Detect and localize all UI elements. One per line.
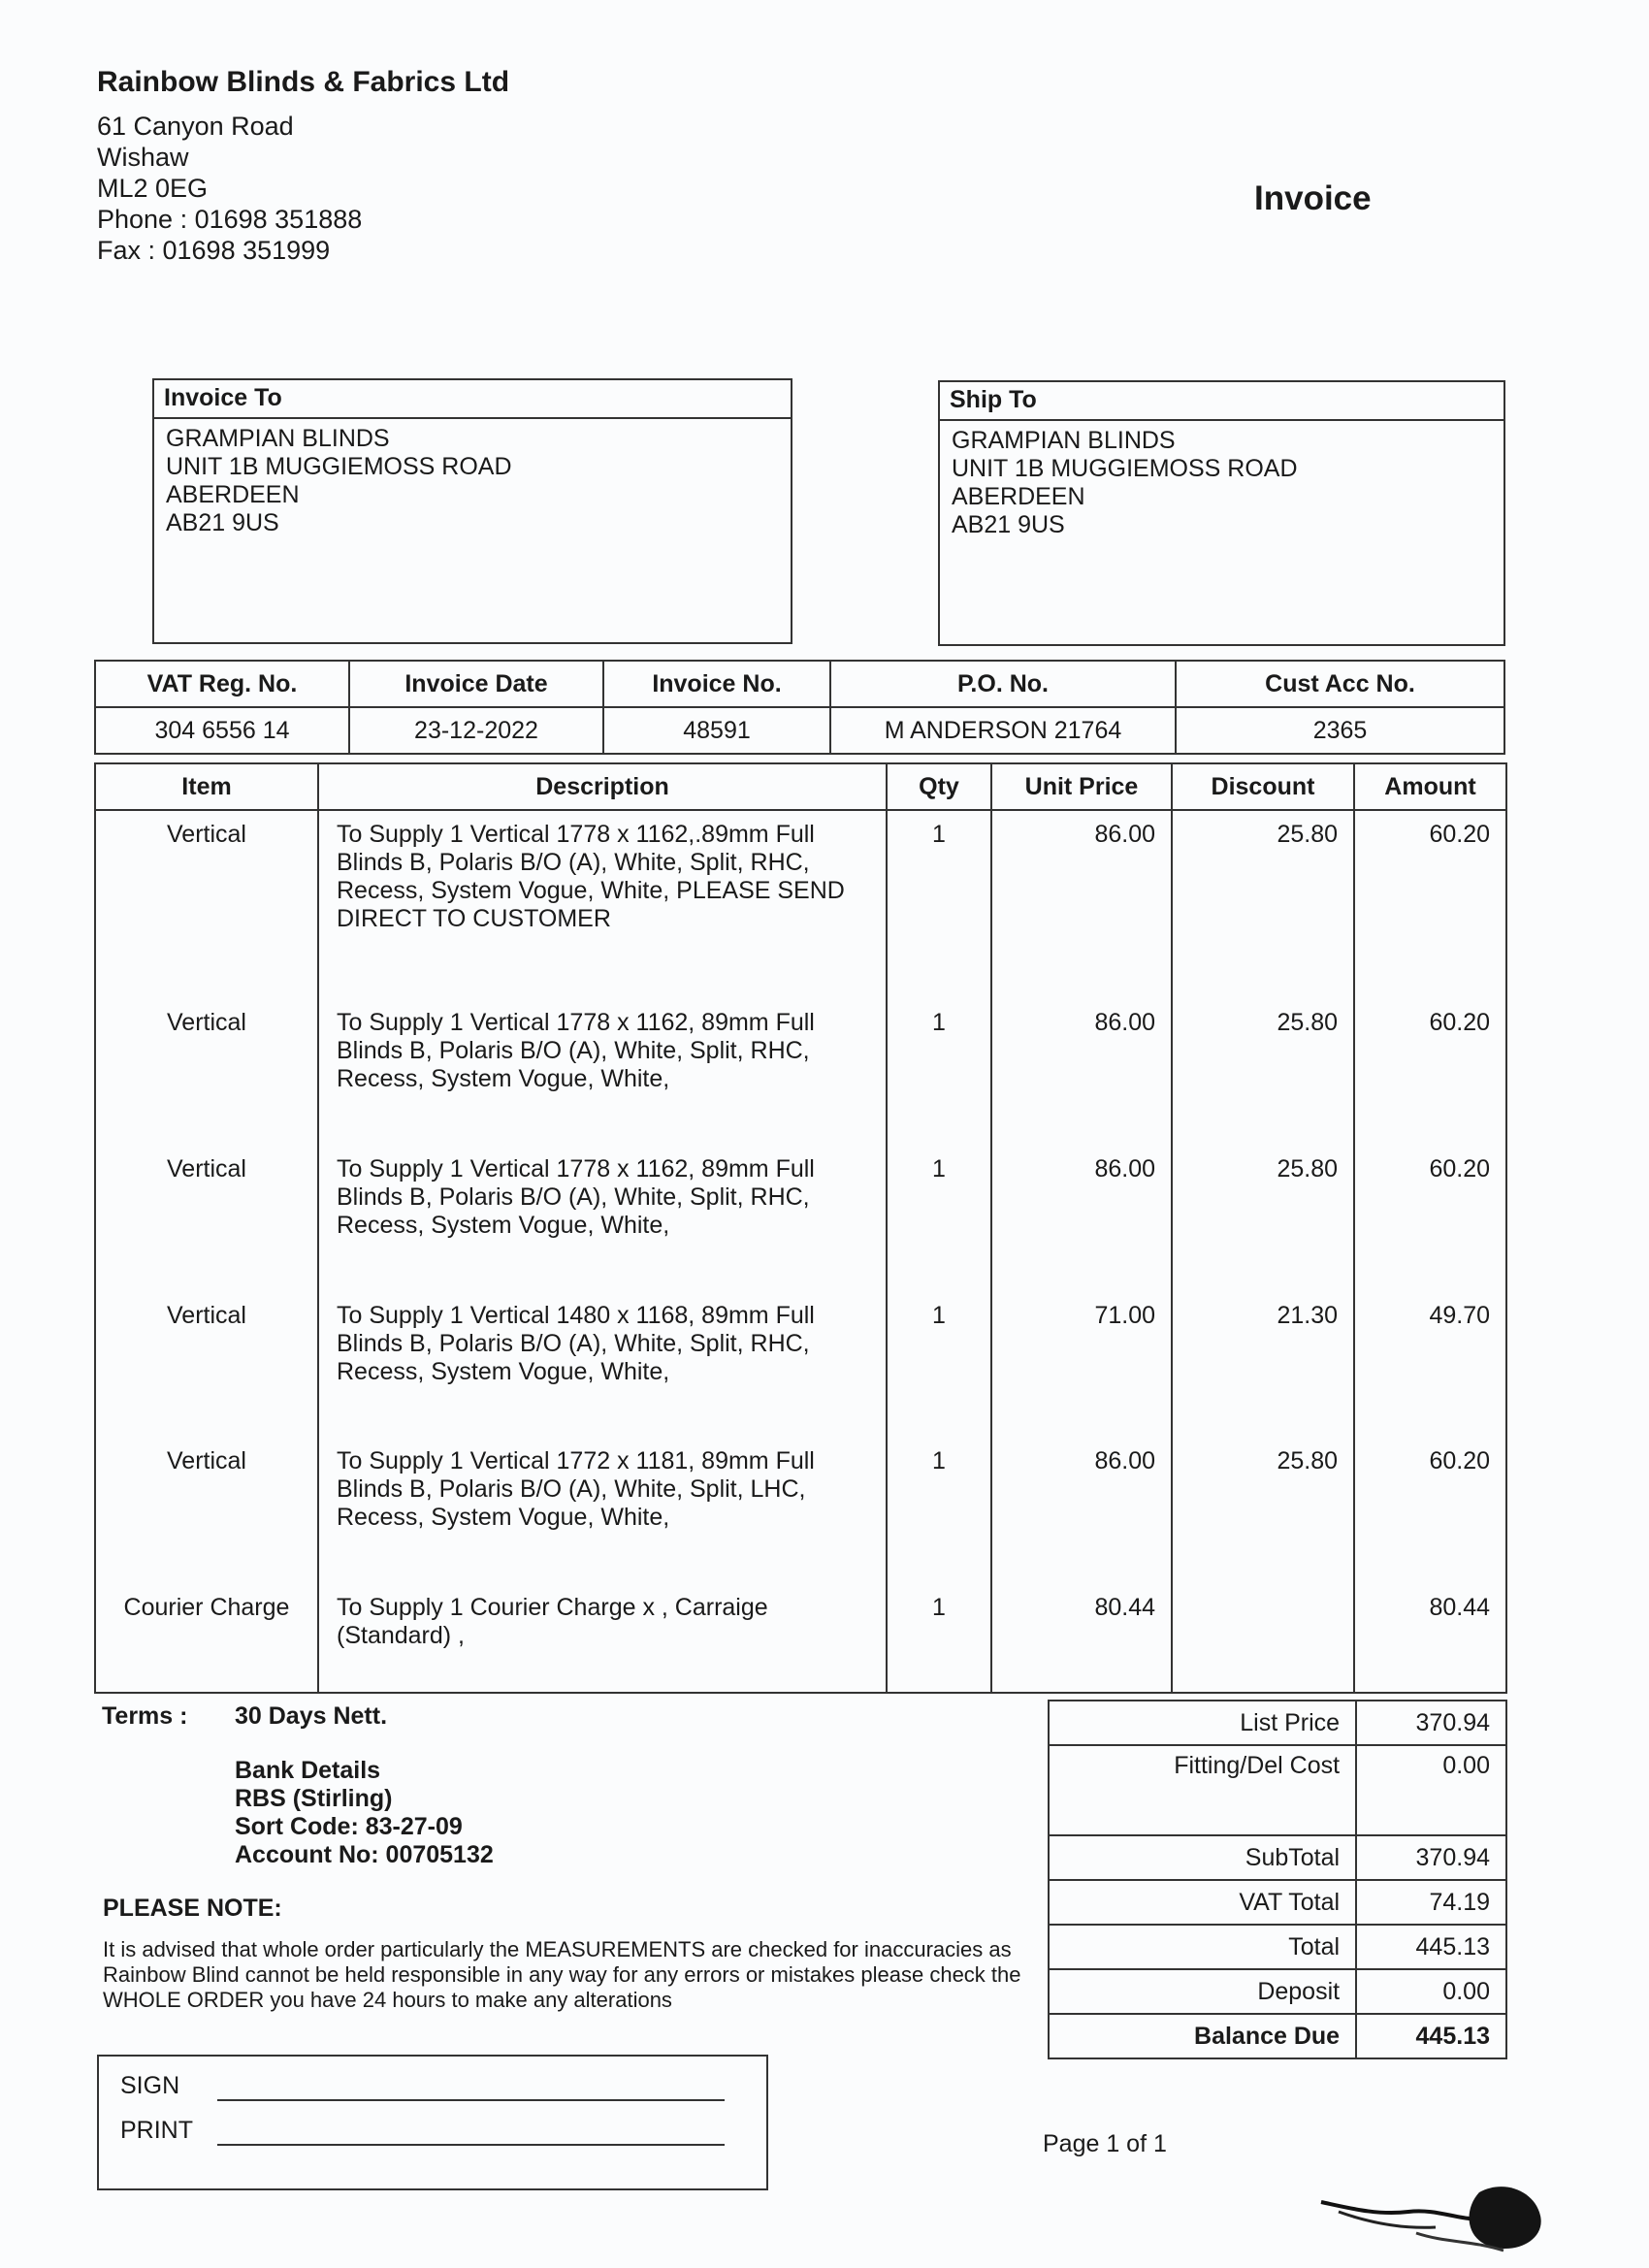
signature-box <box>97 2055 768 2190</box>
sign-line[interactable] <box>217 2099 725 2101</box>
totals-row <box>1049 1880 1506 1925</box>
items-header-item: Item <box>95 763 318 810</box>
table-row <box>95 1292 1506 1439</box>
table-row <box>95 1438 1506 1584</box>
item-qty: 1 <box>887 1584 991 1688</box>
table-filler-row <box>95 1689 1506 1693</box>
sign-label: SIGN <box>120 2072 180 2099</box>
item-unit-price: 71.00 <box>991 1292 1172 1439</box>
totals-table <box>1048 1700 1507 2059</box>
bank-name: RBS (Stirling) <box>235 1785 393 1812</box>
fitting-cost-label: Fitting/Del Cost <box>1049 1745 1356 1835</box>
totals-row <box>1049 1925 1506 1969</box>
vat-total-value: 74.19 <box>1356 1880 1506 1925</box>
po-no: M ANDERSON 21764 <box>830 707 1176 754</box>
invoice-to-line: GRAMPIAN BLINDS <box>166 425 390 452</box>
reference-value-row <box>95 707 1504 754</box>
item-qty: 1 <box>887 1292 991 1439</box>
company-address-line: ML2 0EG <box>97 174 209 203</box>
item-name: Vertical <box>95 999 318 1146</box>
item-amount: 49.70 <box>1354 1292 1506 1439</box>
item-amount: 80.44 <box>1354 1584 1506 1688</box>
items-header-description: Description <box>318 763 887 810</box>
item-name: Courier Charge <box>95 1584 318 1688</box>
page-indicator: Page 1 of 1 <box>1043 2130 1167 2157</box>
item-amount: 60.20 <box>1354 1438 1506 1584</box>
table-row <box>95 1584 1506 1688</box>
item-discount: 21.30 <box>1172 1292 1354 1439</box>
ship-to-box <box>938 380 1505 646</box>
total-value: 445.13 <box>1356 1925 1506 1969</box>
sort-code: Sort Code: 83-27-09 <box>235 1813 463 1840</box>
table-row <box>95 1146 1506 1292</box>
item-unit-price: 86.00 <box>991 1146 1172 1292</box>
ship-to-heading: Ship To <box>940 382 1504 421</box>
company-address-line: Wishaw <box>97 143 189 172</box>
items-header-row <box>95 763 1506 810</box>
item-description: To Supply 1 Courier Charge x , Carraige (Standard) , <box>318 1584 887 1688</box>
document-title: Invoice <box>1254 179 1372 217</box>
totals-row <box>1049 1701 1506 1745</box>
item-description: To Supply 1 Vertical 1778 x 1162,.89mm Full Blinds B, Polaris B/O (A), White, Split, RHC, Recess, System Vogue, White, PLEASE SEND DIRECT TO CUSTOMER <box>318 810 887 999</box>
ship-to-line: UNIT 1B MUGGIEMOSS ROAD <box>952 455 1298 482</box>
ref-header-cust-acc: Cust Acc No. <box>1176 661 1504 707</box>
vat-reg-no: 304 6556 14 <box>95 707 349 754</box>
print-label: PRINT <box>120 2117 193 2144</box>
vat-total-label: VAT Total <box>1049 1880 1356 1925</box>
totals-row <box>1049 1745 1506 1835</box>
item-name: Vertical <box>95 1146 318 1292</box>
item-discount: 25.80 <box>1172 1438 1354 1584</box>
ship-to-line: GRAMPIAN BLINDS <box>952 427 1176 454</box>
invoice-date: 23-12-2022 <box>349 707 603 754</box>
company-address-line: 61 Canyon Road <box>97 112 294 141</box>
print-line[interactable] <box>217 2144 725 2146</box>
totals-row <box>1049 1969 1506 2014</box>
item-discount <box>1172 1584 1354 1688</box>
item-qty: 1 <box>887 1146 991 1292</box>
items-header-qty: Qty <box>887 763 991 810</box>
table-row <box>95 810 1506 999</box>
item-name: Vertical <box>95 810 318 999</box>
items-header-unit-price: Unit Price <box>991 763 1172 810</box>
bank-details-heading: Bank Details <box>235 1757 381 1784</box>
item-qty: 1 <box>887 999 991 1146</box>
ship-to-line: ABERDEEN <box>952 483 1085 510</box>
invoice-to-line: AB21 9US <box>166 509 279 536</box>
company-name: Rainbow Blinds & Fabrics Ltd <box>97 66 510 98</box>
reference-table <box>94 660 1505 755</box>
item-qty: 1 <box>887 1438 991 1584</box>
items-header-discount: Discount <box>1172 763 1354 810</box>
fitting-cost-value: 0.00 <box>1356 1745 1506 1835</box>
ship-to-line: AB21 9US <box>952 511 1065 538</box>
account-no: Account No: 00705132 <box>235 1841 494 1868</box>
terms-value: 30 Days Nett. <box>235 1702 388 1730</box>
item-discount: 25.80 <box>1172 999 1354 1146</box>
company-fax: Fax : 01698 351999 <box>97 236 331 265</box>
balance-due-value: 445.13 <box>1356 2014 1506 2058</box>
cust-acc-no: 2365 <box>1176 707 1504 754</box>
item-description: To Supply 1 Vertical 1778 x 1162, 89mm Full Blinds B, Polaris B/O (A), White, Split, RHC, Recess, System Vogue, White, <box>318 1146 887 1292</box>
ref-header-vat: VAT Reg. No. <box>95 661 349 707</box>
item-description: To Supply 1 Vertical 1480 x 1168, 89mm Full Blinds B, Polaris B/O (A), White, Split, RHC, Recess, System Vogue, White, <box>318 1292 887 1439</box>
reference-header-row <box>95 661 1504 707</box>
ref-header-date: Invoice Date <box>349 661 603 707</box>
item-unit-price: 80.44 <box>991 1584 1172 1688</box>
ref-header-invoice-no: Invoice No. <box>603 661 830 707</box>
subtotal-label: SubTotal <box>1049 1835 1356 1880</box>
item-unit-price: 86.00 <box>991 999 1172 1146</box>
totals-row <box>1049 2014 1506 2058</box>
item-description: To Supply 1 Vertical 1778 x 1162, 89mm Full Blinds B, Polaris B/O (A), White, Split, RHC, Recess, System Vogue, White, <box>318 999 887 1146</box>
ink-mark <box>1319 2173 1552 2260</box>
item-name: Vertical <box>95 1292 318 1439</box>
note-heading: PLEASE NOTE: <box>103 1895 282 1922</box>
invoice-to-heading: Invoice To <box>154 380 791 419</box>
items-header-amount: Amount <box>1354 763 1506 810</box>
total-label: Total <box>1049 1925 1356 1969</box>
invoice-to-line: ABERDEEN <box>166 481 300 508</box>
invoice-to-line: UNIT 1B MUGGIEMOSS ROAD <box>166 453 512 480</box>
deposit-value: 0.00 <box>1356 1969 1506 2014</box>
ref-header-po: P.O. No. <box>830 661 1176 707</box>
list-price-label: List Price <box>1049 1701 1356 1745</box>
balance-due-label: Balance Due <box>1049 2014 1356 2058</box>
note-text: It is advised that whole order particularly the MEASUREMENTS are checked for inaccuracies as Rainbow Blind cannot be held responsible in any way for any errors or mistakes please check the WHOLE ORDER you have 24 hours to make any alterations <box>103 1937 1021 2012</box>
company-phone: Phone : 01698 351888 <box>97 205 363 234</box>
item-name: Vertical <box>95 1438 318 1584</box>
list-price-value: 370.94 <box>1356 1701 1506 1745</box>
item-amount: 60.20 <box>1354 810 1506 999</box>
items-table <box>94 762 1507 1694</box>
item-unit-price: 86.00 <box>991 810 1172 999</box>
table-row <box>95 999 1506 1146</box>
item-qty: 1 <box>887 810 991 999</box>
item-description: To Supply 1 Vertical 1772 x 1181, 89mm Full Blinds B, Polaris B/O (A), White, Split, LHC, Recess, System Vogue, White, <box>318 1438 887 1584</box>
item-amount: 60.20 <box>1354 1146 1506 1292</box>
item-discount: 25.80 <box>1172 810 1354 999</box>
deposit-label: Deposit <box>1049 1969 1356 2014</box>
invoice-no: 48591 <box>603 707 830 754</box>
item-unit-price: 86.00 <box>991 1438 1172 1584</box>
totals-row <box>1049 1835 1506 1880</box>
subtotal-value: 370.94 <box>1356 1835 1506 1880</box>
invoice-to-box <box>152 378 792 644</box>
item-discount: 25.80 <box>1172 1146 1354 1292</box>
terms-label: Terms : <box>102 1702 188 1730</box>
item-amount: 60.20 <box>1354 999 1506 1146</box>
